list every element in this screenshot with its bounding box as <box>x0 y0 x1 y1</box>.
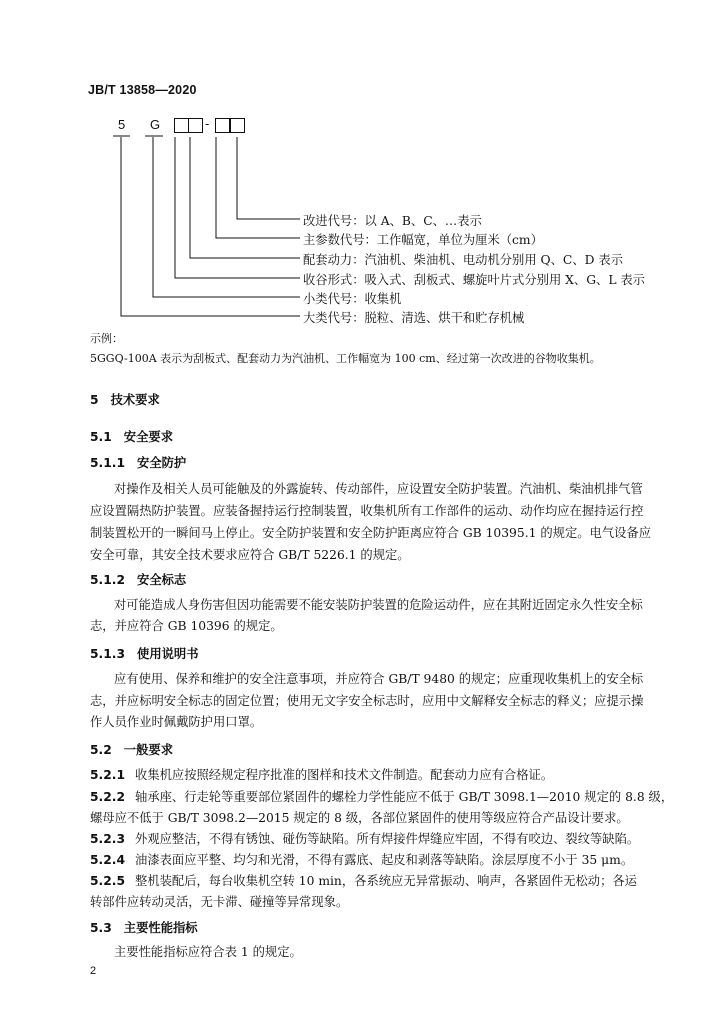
section-5-1-1-heading <box>90 453 186 471</box>
paragraph-5-1-2-line-2: 志，并应符合 GB 10396 的规定。 <box>90 619 283 633</box>
paragraph-5-1-3-line-2: 志，并应标明安全标志的固定位置；使用无文字安全标志时，应用中文解释安全标志的释义；应提示操 <box>90 694 644 708</box>
code-char-g: G <box>150 117 161 132</box>
clause-text: 整机装配后，每台收集机空转 10 min，各系统应无异常振动、响声，各紧固件无松动；各运 <box>135 874 637 888</box>
paragraph-5-1-1-line-3: 制装置松开的一瞬间马上停止。安全防护装置和安全防护距离应符合 GB 10395.1 的规定。电气设备应 <box>90 526 652 540</box>
paragraph-5-1-3-line-3: 作人员作业时佩戴防护用口罩。 <box>90 715 263 729</box>
section-5-1-heading <box>90 427 173 445</box>
paragraph-5-3: 主要性能指标应符合表 1 的规定。 <box>114 945 302 959</box>
diagram-label-class: 大类代号：脱粒、清选、烘干和贮存机械 <box>303 311 525 325</box>
section-5-3-heading <box>90 918 198 936</box>
clause-text: 外观应整洁，不得有锈蚀、碰伤等缺陷。所有焊接件焊缝应牢固，不得有咬边、裂纹等缺陷。 <box>135 832 640 846</box>
diagram-label-improvement: 改进代号：以 A、B、C、…表示 <box>303 214 482 228</box>
section-5-2-heading <box>90 740 173 758</box>
section-5-1-2-heading <box>90 570 186 588</box>
section-number: 5.2 <box>90 743 112 757</box>
diagram-label-collection-form: 收谷形式：吸入式、刮板式、螺旋叶片式分别用 X、G、L 表示 <box>303 273 645 287</box>
clause-5-2-5-line-1 <box>90 870 637 892</box>
paragraph-5-1-2-line-1: 对可能造成人身伤害但因功能需要不能安装防护装置的危险运动件，应在其附近固定永久性安全标 <box>114 598 643 612</box>
clause-5-2-2-line-1 <box>90 786 673 808</box>
diagram-label-subclass: 小类代号：收集机 <box>303 292 402 306</box>
section-title: 安全标志 <box>137 573 187 587</box>
section-number: 5.3 <box>90 921 112 935</box>
code-dash: - <box>205 116 210 131</box>
paragraph-5-1-1-line-4: 安全可靠，其安全技术要求应符合 GB/T 5226.1 的规定。 <box>90 548 410 562</box>
section-number: 5.1.1 <box>90 456 126 470</box>
clause-5-2-4 <box>90 849 633 871</box>
diagram-label-main-param: 主参数代号：工作幅宽，单位为厘米（cm） <box>303 233 543 247</box>
page-number: 2 <box>90 965 97 977</box>
clause-5-2-2-line-2: 螺母应不低于 GB/T 3098.2—2015 规定的 8 级，各部位紧固件的使用等级应符合产品设计要求。 <box>90 811 629 825</box>
clause-5-2-1 <box>90 764 553 786</box>
section-title: 安全防护 <box>137 456 187 470</box>
section-title: 技术要求 <box>110 393 160 407</box>
paragraph-5-1-1-line-2: 应设置隔热防护装置。应装备握持运行控制装置，收集机所有工作部件的运动、动作均应在握持运行控 <box>90 504 644 518</box>
clause-text: 收集机应按照经规定程序批准的图样和技术文件制造。配套动力应有合格证。 <box>135 768 554 782</box>
clause-number: 5.2.2 <box>90 790 126 804</box>
clause-number: 5.2.4 <box>90 853 126 867</box>
standard-number-header: JB/T 13858—2020 <box>88 83 197 97</box>
clause-number: 5.2.1 <box>90 768 126 782</box>
clause-text: 轴承座、行走轮等重要部位紧固件的螺栓力学性能应不低于 GB/T 3098.1—2010 规定的 8.8 级， <box>135 790 674 804</box>
diagram-label-power: 配套动力：汽油机、柴油机、电动机分别用 Q、C、D 表示 <box>303 253 623 267</box>
example-text: 5GGQ-100A 表示为刮板式、配套动力为汽油机、工作幅宽为 100 cm、经过第一次改进的谷物收集机。 <box>90 352 601 365</box>
section-5-heading <box>90 390 160 408</box>
section-number: 5 <box>90 393 99 407</box>
clause-5-2-5-line-2: 转部件应转动灵活，无卡滞、碰撞等异常现象。 <box>90 895 349 909</box>
section-title: 使用说明书 <box>137 647 199 661</box>
code-char-5: 5 <box>118 117 126 132</box>
section-title: 安全要求 <box>123 430 173 444</box>
section-number: 5.1.3 <box>90 647 126 661</box>
section-title: 一般要求 <box>123 743 173 757</box>
clause-number: 5.2.5 <box>90 874 126 888</box>
section-5-1-3-heading <box>90 644 199 662</box>
section-title: 主要性能指标 <box>123 921 198 935</box>
clause-number: 5.2.3 <box>90 832 126 846</box>
paragraph-5-1-3-line-1: 应有使用、保养和维护的安全注意事项，并应符合 GB/T 9480 的规定；应重现收集机上的安全标 <box>114 672 644 686</box>
paragraph-5-1-1-line-1: 对操作及相关人员可能触及的外露旋转、传动部件，应设置安全防护装置。汽油机、柴油机排气管 <box>114 482 643 496</box>
section-number: 5.1 <box>90 430 112 444</box>
example-label: 示例： <box>90 332 123 345</box>
clause-text: 油漆表面应平整、均匀和光滑，不得有露底、起皮和剥落等缺陷。涂层厚度不小于 35 μm。 <box>135 853 634 867</box>
clause-5-2-3 <box>90 828 639 850</box>
section-number: 5.1.2 <box>90 573 126 587</box>
